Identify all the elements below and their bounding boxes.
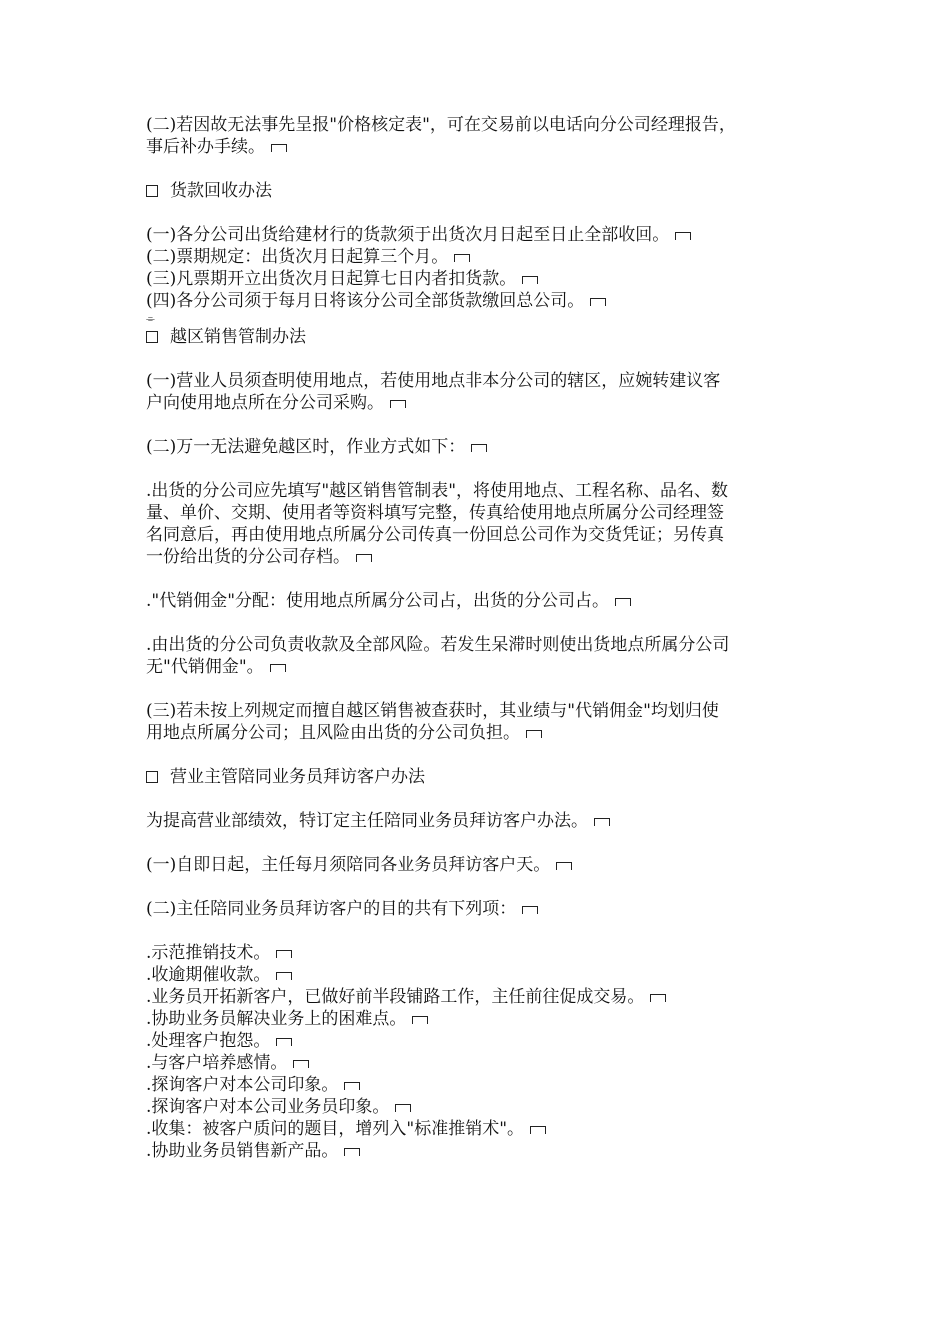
text-line (146, 246, 846, 268)
section-heading (146, 180, 846, 202)
paragraph-mark-icon (412, 1016, 428, 1024)
section-heading-text: 营业主管陪同业务员拜访客户办法 (170, 767, 425, 787)
paragraph-mark-icon (276, 950, 292, 958)
paragraph-mark-icon (395, 1104, 411, 1112)
line-text: 一份给出货的分公司存档。 (146, 547, 350, 567)
paragraph-mark-icon (471, 444, 487, 452)
line-text: .处理客户抱怨。 (146, 1031, 271, 1051)
text-line (146, 546, 846, 568)
line-text: .探询客户对本公司业务员印象。 (146, 1097, 390, 1117)
checkbox-square-icon (146, 771, 158, 783)
line-text: (三)凡票期开立出货次月日起算七日内者扣货款。 (146, 269, 517, 289)
text-line (146, 1140, 846, 1162)
paragraph-spacer (146, 414, 846, 436)
line-text: (一)营业人员须查明使用地点，若使用地点非本分公司的辖区，应婉转建议客 (146, 371, 721, 391)
paragraph-spacer (146, 568, 846, 590)
paragraph-spacer (146, 744, 846, 766)
section-heading (146, 326, 846, 348)
paragraph-spacer (146, 876, 846, 898)
line-text: (二)若因故无法事先呈报"价格核定表"，可在交易前以电话向分公司经理报告， (146, 115, 736, 135)
line-text: (二)万一无法避免越区时，作业方式如下： (146, 437, 466, 457)
text-line (146, 392, 846, 414)
text-line (146, 1030, 846, 1052)
text-line (146, 986, 846, 1008)
paragraph-mark-icon (276, 1038, 292, 1046)
paragraph-mark-icon (276, 972, 292, 980)
text-line (146, 524, 846, 546)
paragraph (146, 810, 846, 832)
text-line (146, 1052, 846, 1074)
text-line (146, 1074, 846, 1096)
paragraph-spacer (146, 612, 846, 634)
text-line (146, 854, 846, 876)
paragraph (146, 370, 846, 414)
line-text: .收逾期催收款。 (146, 965, 271, 985)
paragraph-spacer (146, 158, 846, 180)
paragraph (146, 700, 846, 744)
line-text: (三)若未按上列规定而擅自越区销售被查获时，其业绩与"代销佣金"均划归使 (146, 701, 719, 721)
line-text: (一)自即日起，主任每月须陪同各业务员拜访客户天。 (146, 855, 551, 875)
line-text: (二)主任陪同业务员拜访客户的目的共有下列项： (146, 899, 517, 919)
checkbox-square-icon (146, 331, 158, 343)
document-page (146, 114, 846, 1162)
paragraph-mark-icon (590, 298, 606, 306)
text-line (146, 136, 846, 158)
line-text: 量、单价、交期、使用者等资料填写完整，传真给使用地点所属分公司经理签 (146, 503, 724, 523)
text-line (146, 722, 846, 744)
line-text: (四)各分公司须于每月日将该分公司全部货款缴回总公司。 (146, 291, 585, 311)
paragraph-mark-icon (615, 598, 631, 606)
section-heading-text: 货款回收办法 (170, 181, 272, 201)
section-heading (146, 766, 846, 788)
paragraph-spacer (146, 348, 846, 370)
paragraph-spacer (146, 458, 846, 480)
line-text: 用地点所属分公司；且风险由出货的分公司负担。 (146, 723, 520, 743)
paragraph (146, 224, 846, 312)
text-line (146, 942, 846, 964)
paragraph-mark-icon (270, 664, 286, 672)
text-line (146, 964, 846, 986)
line-text: (二)票期规定：出货次月日起算三个月。 (146, 247, 449, 267)
section-heading-text: 越区销售管制办法 (170, 327, 306, 347)
text-line (146, 268, 846, 290)
paragraph (146, 590, 846, 612)
text-line (146, 634, 846, 656)
text-line (146, 436, 846, 458)
line-text: 为提高营业部绩效，特订定主任陪同业务员拜访客户办法。 (146, 811, 588, 831)
paragraph-spacer (146, 832, 846, 854)
text-line (146, 290, 846, 312)
paragraph-mark-icon (650, 994, 666, 1002)
line-text: 事后补办手续。 (146, 137, 265, 157)
text-line (146, 590, 846, 612)
paragraph-mark-icon (522, 906, 538, 914)
paragraph-mark-icon (293, 1060, 309, 1068)
paragraph-mark-icon (556, 862, 572, 870)
line-text: 无"代销佣金"。 (146, 657, 264, 677)
paragraph-mark-icon (344, 1148, 360, 1156)
paragraph-spacer (146, 920, 846, 942)
line-text: (一)各分公司出货给建材行的货款须于出货次月日起至日止全部收回。 (146, 225, 670, 245)
line-text: .业务员开拓新客户，已做好前半段铺路工作，主任前往促成交易。 (146, 987, 645, 1007)
line-text: .收集：被客户质问的题目，增列入"标准推销术"。 (146, 1119, 525, 1139)
checkbox-square-icon (146, 185, 158, 197)
line-text: 户向使用地点所在分公司采购。 (146, 393, 384, 413)
paragraph (146, 436, 846, 458)
text-line (146, 370, 846, 392)
line-text: .示范推销技术。 (146, 943, 271, 963)
text-line (146, 224, 846, 246)
text-line (146, 898, 846, 920)
text-line (146, 480, 846, 502)
line-text: .由出货的分公司负责收款及全部风险。若发生呆滞时则使出货地点所属分公司 (146, 635, 730, 655)
stray-glyph: ⌯ (146, 312, 155, 325)
line-text: .出货的分公司应先填写"越区销售管制表"，将使用地点、工程名称、品名、数 (146, 481, 729, 501)
line-text: .协助业务员解决业务上的困难点。 (146, 1009, 407, 1029)
text-line (146, 810, 846, 832)
text-line (146, 700, 846, 722)
text-line (146, 1096, 846, 1118)
paragraph (146, 898, 846, 920)
text-line (146, 502, 846, 524)
paragraph (146, 480, 846, 568)
paragraph-mark-icon (454, 254, 470, 262)
paragraph-mark-icon (594, 818, 610, 826)
paragraph-mark-icon (522, 276, 538, 284)
text-line (146, 656, 846, 678)
paragraph-mark-icon (675, 232, 691, 240)
paragraph-spacer (146, 202, 846, 224)
paragraph-mark-icon (390, 400, 406, 408)
paragraph-spacer (146, 788, 846, 810)
paragraph (146, 114, 846, 158)
paragraph-mark-icon (356, 554, 372, 562)
paragraph-spacer (146, 678, 846, 700)
line-text: .协助业务员销售新产品。 (146, 1141, 339, 1161)
line-text: 名同意后，再由使用地点所属分公司传真一份回总公司作为交货凭证；另传真 (146, 525, 724, 545)
paragraph-mark-icon (344, 1082, 360, 1090)
text-line (146, 1008, 846, 1030)
paragraph-mark-icon (271, 144, 287, 152)
text-line (146, 1118, 846, 1140)
text-line (146, 114, 846, 136)
paragraph (146, 854, 846, 876)
line-text: ."代销佣金"分配：使用地点所属分公司占，出货的分公司占。 (146, 591, 610, 611)
paragraph-mark-icon (526, 730, 542, 738)
paragraph (146, 634, 846, 678)
line-text: .探询客户对本公司印象。 (146, 1075, 339, 1095)
paragraph-mark-icon (530, 1126, 546, 1134)
line-text: .与客户培养感情。 (146, 1053, 288, 1073)
paragraph (146, 942, 846, 1162)
